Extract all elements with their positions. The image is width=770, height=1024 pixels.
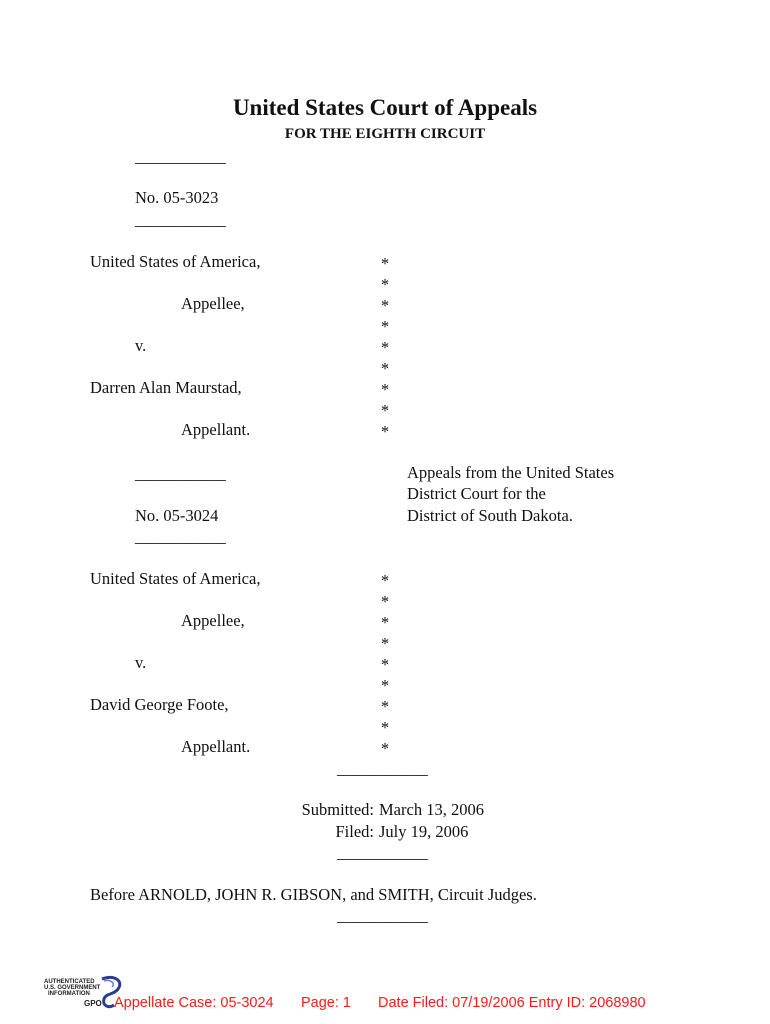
footer-page: Page: 1 [301,995,351,1011]
rule-line: ___________ [135,147,226,166]
asterisk: * [380,718,390,737]
defendant-name: David George Foote, [90,695,229,714]
case-number: No. 05-3024 [135,506,219,525]
logo-text: AUTHENTICATED [44,979,95,985]
asterisk: * [380,697,390,716]
versus-text: v. [135,336,147,355]
court-title: United States Court of Appeals [232,95,538,120]
asterisk: * [380,613,390,632]
rule-line: ___________ [337,906,428,925]
asterisk: * [380,676,390,695]
defendant-role: Appellant. [181,420,251,439]
rule-line: ___________ [135,527,226,546]
caption-asterisks [378,251,392,440]
rule-line: ___________ [135,464,226,483]
defendant-name: Darren Alan Maurstad, [90,378,242,397]
case-number: No. 05-3023 [135,188,219,207]
defendant-role: Appellant. [181,737,251,756]
asterisk: * [380,634,390,653]
asterisk: * [380,401,390,420]
asterisk: * [380,338,390,357]
asterisk: * [380,422,390,441]
logo-gpo-text: GPO [84,999,102,1008]
rule-line: ___________ [337,843,428,862]
plaintiff-name: United States of America, [90,252,261,271]
asterisk: * [380,296,390,315]
plaintiff-role: Appellee, [181,611,245,630]
submitted-date: March 13, 2006 [379,800,484,819]
panel-judges: Before ARNOLD, JOHN R. GIBSON, and SMITH, Circuit Judges. [90,885,537,904]
asterisk: * [380,655,390,674]
filed-date: July 19, 2006 [379,822,469,841]
rule-line: ___________ [135,210,226,229]
submitted-label: Submitted: [301,800,374,819]
circuit-subtitle: FOR THE EIGHTH CIRCUIT [284,126,486,142]
appeal-from-line3: District of South Dakota. [407,506,573,525]
asterisk: * [380,592,390,611]
rule-line: ___________ [337,759,428,778]
asterisk: * [380,254,390,273]
appeal-from-line2: District Court for the [407,484,546,503]
plaintiff-role: Appellee, [181,294,245,313]
asterisk: * [380,571,390,590]
asterisk: * [380,275,390,294]
footer-date-filed: Date Filed: 07/19/2006 Entry ID: 2068980 [378,995,646,1011]
asterisk: * [380,317,390,336]
appeal-from-line1: Appeals from the United States [407,463,615,482]
asterisk: * [380,359,390,378]
asterisk: * [380,380,390,399]
logo-text: INFORMATION [48,991,90,997]
filed-label: Filed: [335,822,374,841]
footer-case: Appellate Case: 05-3024 [114,995,274,1011]
caption-asterisks [378,568,392,757]
versus-text: v. [135,653,147,672]
plaintiff-name: United States of America, [90,569,261,588]
asterisk: * [380,739,390,758]
logo-text: U.S. GOVERNMENT [44,985,101,991]
